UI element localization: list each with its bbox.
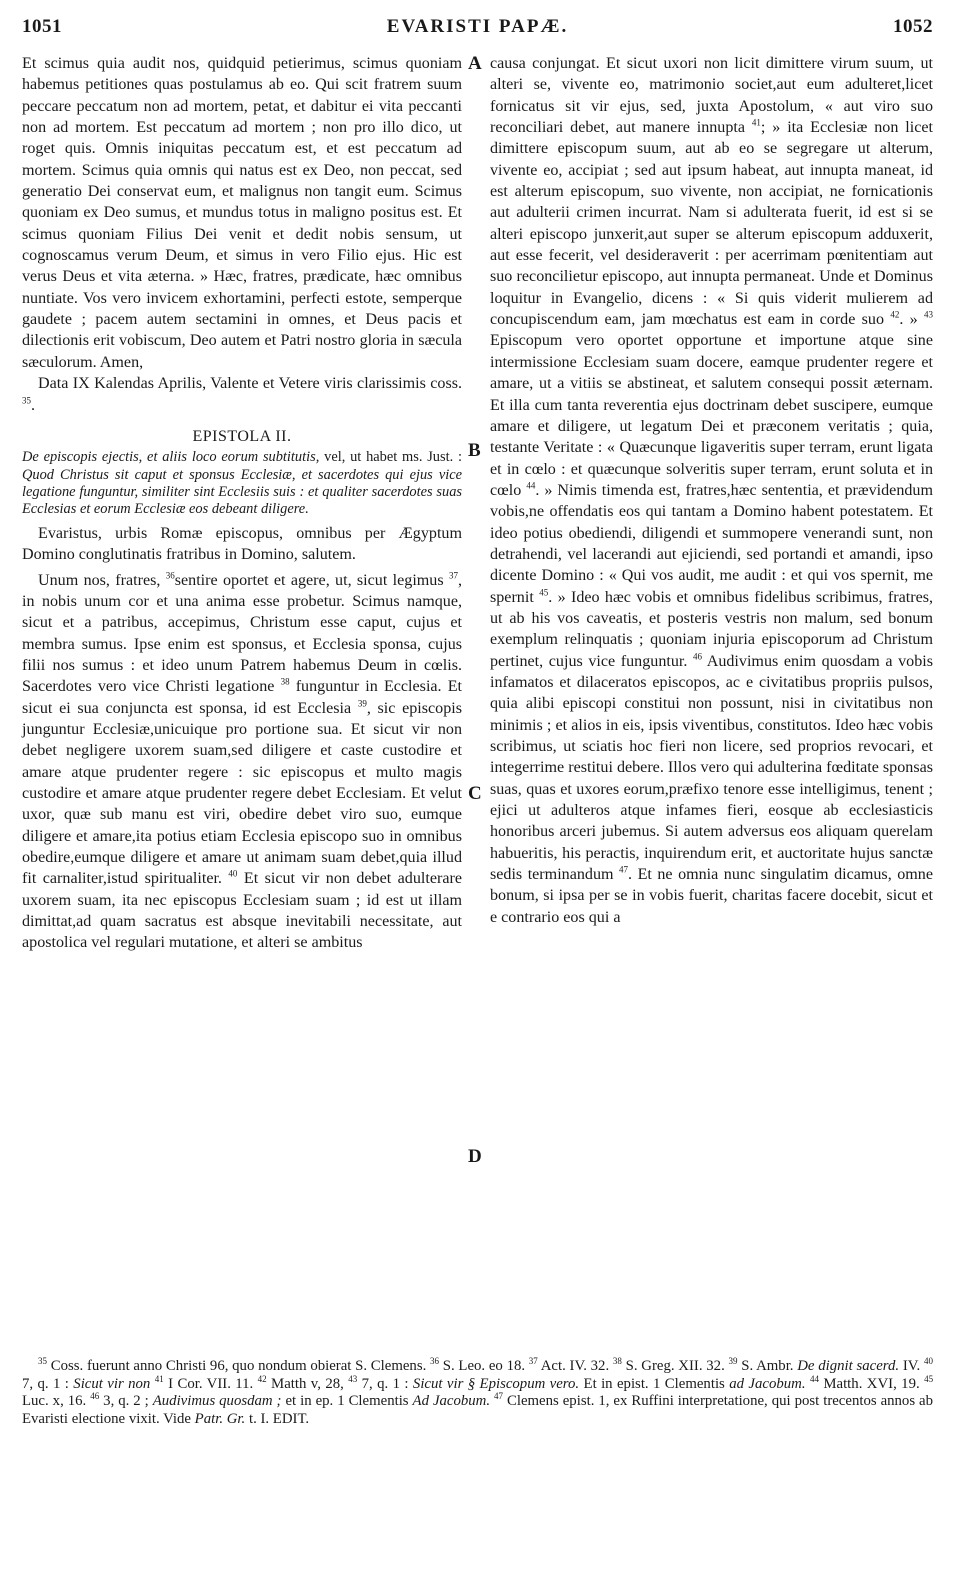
- text: , in nobis unum cor et una anima esse probetur. Scimus namque, sicut et a patribus, accepimus, Christum esse caput, cujus et membra sumus. Ipse enim est sponsus, et Ecclesia sponsa, cujus filii nos sumus : et ideo unum Patrem habemus Deum in cœlis. Sacerdotes vero vice Christi legatione: [22, 571, 462, 696]
- footnote-text: et in ep. 1 Clementis: [285, 1393, 409, 1410]
- text: . »: [899, 311, 918, 329]
- section-marker-c: C: [468, 783, 482, 804]
- note-ref: 44: [526, 480, 536, 491]
- section-marker-d: D: [468, 1146, 482, 1167]
- text: Audivimus enim quosdam a vobis infamatos et dilaceratos episcopos, ac e civitatibus propriis pulsos, quia alibi episcopi constitui non possunt, nisi in civitatibus non minimis ; et alios in eis, ipsis viventibus, constitutos. Ideo hæc vobis scribimus, ut sciatis hoc fieri non licere, sed proprios revocari, et integerrime restitui debere. Illos vero qui adulterina fœditate sponsas suas, quas et uxores eorum,præfixo tenore esse intelligimus, tenent ; ejici ut adulteros atque infames fieri, eosque ab ecclesiasticis honoribus arceri jubemus. Si autem adversus eos aliquam querelam habueritis, his peractis, inquirendum erit, et auctoritate hujus sanctæ sedis terminandum: [490, 652, 933, 884]
- footnote-number: 41: [154, 1373, 164, 1384]
- text: . » Nimis timenda est, fratres,hæc sententia, et prævidendum vobis,ne offendatis eos qui tantam a Domino habent potestatem. Et ideo potius obediendi, diligendi et summopere venerandi sunt, non detrahendi, vel lacerandi aut ejiciendi, sed portandi et amandi, ipso dicente Domino : « Qui vos audit, me audit : et qui vos spernit, me spernit: [490, 481, 933, 606]
- right-column: [490, 53, 933, 928]
- text: Unum nos, fratres,: [38, 571, 161, 589]
- section-marker-a: A: [468, 53, 482, 74]
- footnote-text: IV.: [902, 1358, 921, 1374]
- left-column: [22, 53, 462, 954]
- footnote-number: 39: [728, 1356, 738, 1367]
- text: sentire oportet et agere, ut, sicut legimus: [174, 571, 444, 589]
- text: Et sicut vir non debet adulterare uxorem suam, ita nec episcopus Ecclesiam suam ; id est ut illam dimittat,ad quam sacratus est absque inevitabili necessitate, aut apostolica vel regulari mutatione, et alteri se ambitus: [22, 870, 462, 952]
- note-ref: 38: [280, 676, 290, 687]
- footnote-number: 45: [924, 1373, 934, 1384]
- footnote-text: Act. IV. 32.: [540, 1358, 610, 1374]
- footnote-block: [22, 1358, 933, 1428]
- footnote-number: 47: [494, 1391, 504, 1402]
- note-ref: 40: [228, 868, 238, 879]
- footnote-number: 38: [612, 1356, 622, 1367]
- column-number-left: 1051: [22, 16, 62, 37]
- note-ref: 37: [448, 570, 458, 581]
- text: Episcopum vero oportet opportune et importune atque sine intermissione Ecclesiam suam docere, eamque prudenter regere et amare, ut a vitiis se abstineat, et salutem consequi possit æternam. Et illa cum tanta reverentia ejus doctrinam debet suscipere, eumque amare et diligere, ut legatum Dei et præconem veritatis ; quia, testante Veritate : « Quæcunque ligaveritis super terram, erunt ligata et in cœlo : et quæcunque solveritis super terram, erunt soluta et in cœlo: [490, 332, 933, 499]
- footnote-number: 43: [348, 1373, 358, 1384]
- running-title: EVARISTI PAPÆ.: [386, 16, 569, 37]
- footnote-text: De dignit sacerd.: [797, 1358, 900, 1374]
- note-ref: 43: [924, 309, 933, 320]
- footnote-text: Sicut vir § Episcopum vero.: [412, 1375, 580, 1392]
- text: . » Ideo hæc vobis et omnibus fidelibus scribimus, fratres, ut ab his vos caveatis, et posteris vestris non malum, sed bonum exemplum relinquatis ; quoniam injuria episcoporum ad Christum pertinet, cujus vice funguntur.: [490, 588, 934, 670]
- footnote-number: 35: [38, 1356, 47, 1367]
- note-ref: 45: [539, 587, 549, 598]
- column-number-right: 1052: [893, 16, 933, 37]
- epistle-title: EPISTOLA II.: [192, 427, 292, 445]
- note-ref: 47: [619, 864, 629, 875]
- epistle-summary: [22, 449, 462, 519]
- footnote-text: Sicut vir non: [73, 1375, 151, 1392]
- section-marker-b: B: [468, 440, 481, 461]
- paragraph: [490, 53, 933, 928]
- footnote-text: S. Ambr.: [741, 1358, 794, 1374]
- footnote-text: Et in epist. 1 Clementis: [583, 1375, 725, 1392]
- footnote-text: Luc. x, 16.: [22, 1393, 87, 1410]
- footnote-text: Patr. Gr.: [194, 1410, 246, 1427]
- text: causa conjungat. Et sicut uxori non licit dimittere virum suum, ut alteri se, vivente eo, matrimonio societ,aut eum adulteret,licet fornicatus sit vir ejus, sed, juxta Apostolum, « aut viro suo reconciliari debet, aut manere innupta: [490, 55, 933, 137]
- footnote-text: I Cor. VII. 11.: [168, 1375, 254, 1392]
- footnotes: [22, 1358, 933, 1428]
- footnote-text: ad Jacobum.: [729, 1375, 806, 1392]
- note-ref: 42: [890, 309, 900, 320]
- summary-text: De episcopis ejectis, et aliis loco eorum subtitutis,: [22, 449, 320, 466]
- footnote-number: 40: [923, 1356, 933, 1367]
- footnote-text: Coss. fuerunt anno Christi 96, quo nondum obierat S. Clemens.: [50, 1358, 427, 1374]
- footnote-text: t. I. EDIT.: [248, 1410, 310, 1427]
- note-ref: 35: [22, 395, 31, 406]
- summary-text: Quod Christus sit caput et sponsus Ecclesiæ, et sacerdotes qui ejus vice legatione funguntur, similiter sint Ecclesiis suis : et qualiter sacerdotes suas Ecclesias et eorum Ecclesiæ eos debeant diligere.: [22, 466, 462, 518]
- footnote-number: 42: [257, 1373, 267, 1384]
- running-header: [22, 16, 933, 42]
- note-ref: 41: [751, 117, 761, 128]
- text: . Et ne omnia nunc singulatim dicamus, omne bonum, si ipsa per se in vobis fuerit, charitas facere docebit, sicut et e contrario eos qui a: [490, 866, 933, 926]
- paragraph: [22, 53, 462, 373]
- footnote-number: 36: [430, 1356, 440, 1367]
- footnote-text: S. Leo. eo 18.: [442, 1358, 526, 1374]
- footnote-text: Ad Jacobum.: [412, 1393, 491, 1410]
- note-ref: 46: [693, 651, 702, 662]
- footnote-text: 3, q. 2 ;: [103, 1393, 149, 1410]
- text: ; » ita Ecclesiæ non licet dimittere episcopum suum, aut ab eo se segregare ut alterum, vivente eo, accipiat ; sed aut ipsum habeat, aut innupta maneat, id est alterum episcopum, suo vivente, non accipiat, ne fornicationis aut adulterii crimen incurrat. Nam si adulterata fuerit, id est si se alteri episcopo junxerit,aut super se alterum episcopum adduxerit, aut esse fecerit, vel desideraverit : per acerrimam pœnitentiam aut suo reconcilietur episcopo, aut innupta permaneat. Unde et Dominus loquitur in Evangelio, dicens : « Si quis viderit mulierem ad concupiscendum eam, jam mœchatus est eam in corde suo: [490, 119, 933, 329]
- footnote-text: Audivimus quosdam ;: [152, 1393, 282, 1410]
- footnote-number: 46: [90, 1391, 100, 1402]
- text: Data IX Kalendas Aprilis, Valente et Vetere viris clarissimis coss.: [38, 375, 462, 393]
- footnote-number: 37: [528, 1356, 538, 1367]
- footnote-text: Matth. XVI, 19.: [823, 1375, 920, 1392]
- text: Et scimus quia audit nos, quidquid petierimus, scimus quoniam habemus petitiones quas postulamus ab eo. Qui scit fratrem suum peccare peccatum non ad mortem, petat, et dabitur ei vita peccanti non ad mortem. Est peccatum ad mortem ; non pro illo dico, ut roget quis. Omnis iniquitas peccatum est, et est peccatum ad mortem. Scimus quia omnis qui natus est ex Deo, non peccat, sed generatio Dei conservat eum, et malignus non tangit eum. Scimus quoniam ex Deo sumus, et mundus totus in maligno positus est. Et scimus quoniam Filius Dei venit et dedit nobis sensum, ut cognoscamus verum Deum, et simus in vero Filio ejus. Hic est verus Deus et vita æterna. » Hæc, fratres, prædicate, hæc omnibus nuntiate. Vos vero invicem exhortamini, perfecti estote, semperque gaudete ; pacem autem sectamini in omnes, et Deus pacis et dilectionis erit vobiscum, Deo autem et Patri nostro gloria in sæcula sæculorum. Amen,: [22, 55, 462, 371]
- footnote-text: S. Greg. XII. 32.: [625, 1358, 725, 1374]
- footnote-text: Clemens epist. 1, ex Ruffini interpretatione, qui post trecentos annos ab Evaristi electione vixit. Vide: [22, 1393, 934, 1427]
- text: Evaristus, urbis Romæ episcopus, omnibus per Ægyptum Domino conglutinatis fratribus in Domino, salutem.: [22, 524, 462, 564]
- date-line: Data IX Kalendas Aprilis, Valente et Vetere viris clarissimis coss. $^{35}$.: [22, 375, 462, 414]
- footnote-text: Matth v, 28,: [271, 1375, 344, 1392]
- footnote-number: 44: [809, 1373, 819, 1384]
- summary-text: vel, ut habet ms. Just. :: [324, 449, 462, 466]
- footnote-text: 7, q. 1 :: [22, 1375, 69, 1392]
- text: , sic episcopis junguntur Ecclesiæ,unicuique pro portione sua. Et sicut vir non debet negligere uxorem suam,sed diligere et caste custodire et amare atque prudenter regere : sic episcopus et multo magis custodire et amare atque prudenter regere debet Ecclesiam. Et velut uxor, quæ sub manu est viri, obedire debet viro suo, eumque diligere et amare,ita potius etiam Ecclesia episcopo suo in omnibus obedire,eumque diligere et amare ut animam suam debet,quia illud fit carnaliter,istud spiritualiter.: [22, 699, 462, 888]
- footnote-text: 7, q. 1 :: [361, 1375, 409, 1392]
- note-ref: 39: [357, 698, 367, 709]
- text: funguntur in Ecclesia. Et sicut ei sua conjuncta est sponsa, id est Ecclesia: [22, 678, 463, 717]
- note-ref: 36: [165, 570, 175, 581]
- paragraph: [22, 570, 462, 954]
- salutation: [22, 523, 462, 566]
